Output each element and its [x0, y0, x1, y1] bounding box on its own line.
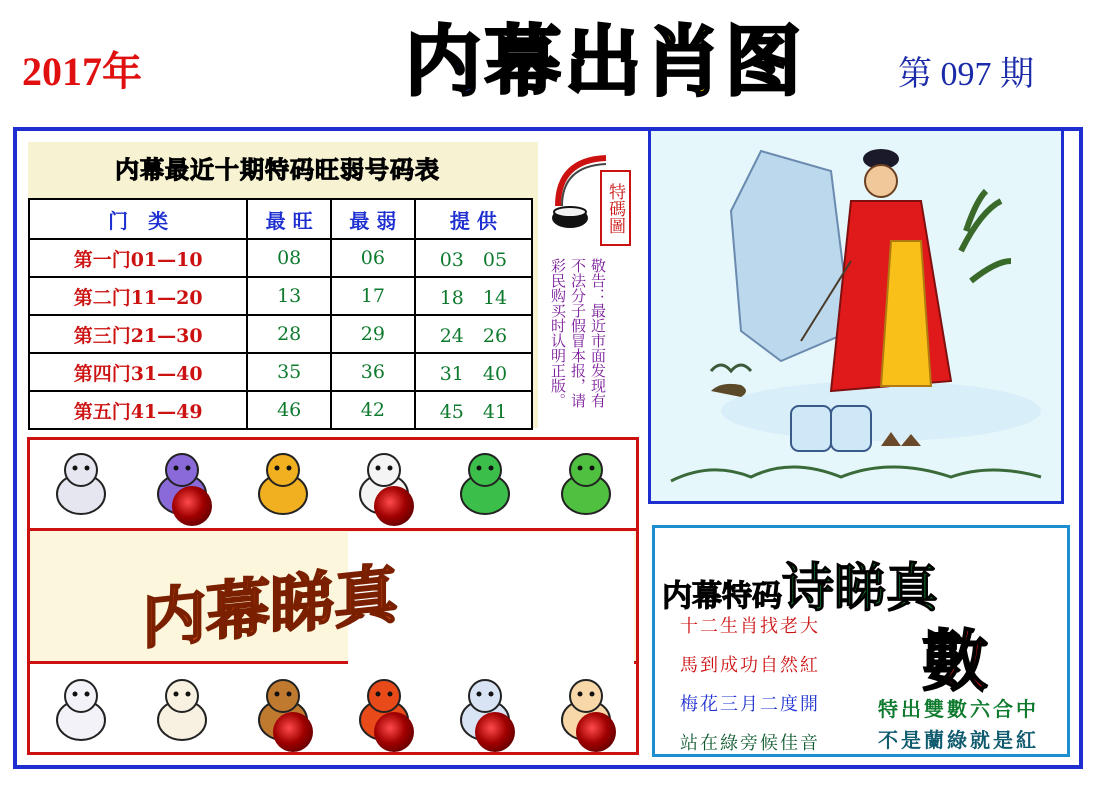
poem-line: 站在綠旁候佳音: [680, 733, 820, 754]
red-ball-marker: [172, 486, 212, 526]
cold-cell: 06: [331, 239, 415, 277]
header-door: 门 类: [29, 199, 247, 239]
poem-line: 馬到成功自然紅: [680, 655, 820, 676]
stamp-label: 特碼圖: [600, 170, 631, 246]
poem-title-small: 内幕特码: [662, 579, 782, 614]
table-header-row: [29, 199, 532, 239]
ox-icon: [142, 444, 222, 522]
header-cold: 最 弱: [331, 199, 415, 239]
hot-cell: 28: [247, 315, 331, 353]
number-table: [28, 198, 533, 430]
cold-cell: 17: [331, 277, 415, 315]
tiger-icon: [243, 444, 323, 522]
poem-line: 梅花三月二度開: [680, 694, 820, 715]
snake-icon: [546, 444, 626, 522]
goat-icon: [142, 670, 222, 748]
prediction-line: 不是蘭綠就是紅: [878, 728, 1039, 752]
table-title: 内幕最近十期特码旺弱号码表: [115, 155, 440, 184]
pipe-icon: [548, 148, 608, 238]
poem-title: [662, 546, 938, 621]
provide-cell: 31 40: [415, 353, 532, 391]
door-cell: 第四门31—40: [29, 353, 247, 391]
cold-cell: 42: [331, 391, 415, 429]
year-label: 2017年: [22, 49, 142, 94]
hot-cell: 08: [247, 239, 331, 277]
scholar-painting: [648, 128, 1064, 504]
rabbit-icon: [344, 444, 424, 522]
pig-icon: [546, 670, 626, 748]
provide-cell: 03 05: [415, 239, 532, 277]
header-hot: 最 旺: [247, 199, 331, 239]
red-ball-marker: [374, 712, 414, 752]
issue-number: 第 097 期: [898, 56, 1034, 93]
provide-cell: 45 41: [415, 391, 532, 429]
title-char: 出: [565, 17, 641, 106]
table-row: [29, 315, 532, 353]
rooster-icon: [344, 670, 424, 748]
header-provide: 提 供: [415, 199, 532, 239]
prediction-line: 特出雙數六合中: [878, 697, 1039, 721]
poem-title-big: 诗睇真: [782, 559, 939, 619]
notice-text: 敬告：最近市面发现有不法分子假冒本报，请彩民购买时认明正版。: [549, 258, 607, 408]
hot-cell: 13: [247, 277, 331, 315]
monkey-icon: [243, 670, 323, 748]
mid-headline: 内幕睇真: [142, 557, 398, 659]
shu-character: 數: [922, 622, 988, 700]
table-row: [29, 353, 532, 391]
door-cell: 第五门41—49: [29, 391, 247, 429]
poem-line: 十二生肖找老大: [680, 616, 820, 637]
cold-cell: 29: [331, 315, 415, 353]
rat-icon: [41, 444, 121, 522]
door-cell: 第二门11—20: [29, 277, 247, 315]
title-char: 肖: [645, 17, 721, 106]
title-char: 图: [725, 17, 801, 106]
cold-cell: 36: [331, 353, 415, 391]
hot-cell: 35: [247, 353, 331, 391]
red-ball-marker: [475, 712, 515, 752]
hot-cell: 46: [247, 391, 331, 429]
table-row: [29, 239, 532, 277]
title-char: 幕: [485, 17, 561, 106]
table-row: [29, 277, 532, 315]
door-cell: 第三门21—30: [29, 315, 247, 353]
red-ball-marker: [374, 486, 414, 526]
dog-icon: [445, 670, 525, 748]
table-row: [29, 391, 532, 429]
title-char: 内: [405, 17, 481, 106]
dragon-icon: [445, 444, 525, 522]
provide-cell: 18 14: [415, 277, 532, 315]
provide-cell: 24 26: [415, 315, 532, 353]
red-ball-marker: [576, 712, 616, 752]
red-ball-marker: [273, 712, 313, 752]
page-title: [405, 17, 801, 106]
horse-icon: [41, 670, 121, 748]
door-cell: 第一门01—10: [29, 239, 247, 277]
